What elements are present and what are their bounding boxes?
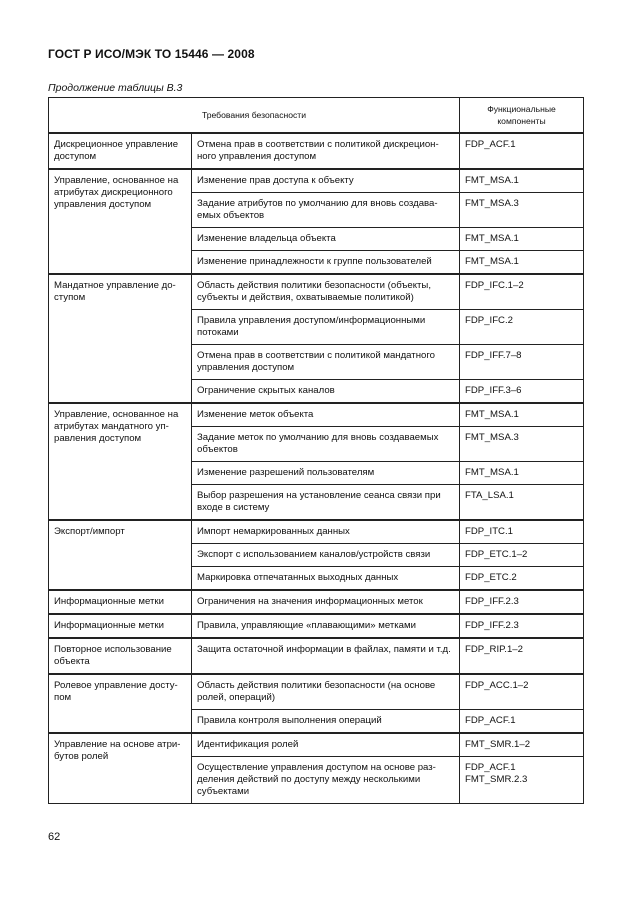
area-cell: Ролевое управление досту-пом [49, 674, 192, 733]
component-cell [460, 757, 584, 804]
page-number: 62 [48, 831, 61, 843]
requirement-cell: Идентификация ролей [192, 733, 460, 757]
component-cell: FMT_MSA.1 [460, 169, 584, 193]
component-cell: FMT_MSA.1 [460, 462, 584, 485]
area-cell: Информационные метки [49, 590, 192, 614]
component-cell: FDP_ACC.1–2 [460, 674, 584, 710]
requirement-cell: Изменение владельца объекта [192, 228, 460, 251]
table-row [49, 133, 584, 169]
header-requirements: Требования безопасности [49, 98, 460, 134]
component-cell: FDP_IFF.7–8 [460, 345, 584, 380]
component-cell: FMT_MSA.1 [460, 251, 584, 275]
requirement-cell: Область действия политики безопасности (на основе ролей, операций) [192, 674, 460, 710]
requirement-cell: Правила контроля выполнения операций [192, 710, 460, 734]
requirement-cell: Импорт немаркированных данных [192, 520, 460, 544]
requirement-cell: Экспорт с использованием каналов/устройств связи [192, 544, 460, 567]
area-cell: Экспорт/импорт [49, 520, 192, 590]
component-cell: FDP_ETC.1–2 [460, 544, 584, 567]
table-row [49, 614, 584, 638]
requirement-cell: Задание меток по умолчанию для вновь создаваемых объектов [192, 427, 460, 462]
area-cell: Повторное использование объекта [49, 638, 192, 674]
component-cell: FMT_MSA.3 [460, 193, 584, 228]
requirement-cell: Осуществление управления доступом на основе раз-деления действий по доступу между несколькими субъектами [192, 757, 460, 804]
component-cell: FMT_SMR.1–2 [460, 733, 584, 757]
requirement-cell: Область действия политики безопасности (объекты, субъекты и действия, охватываемые политикой) [192, 274, 460, 310]
table-row [49, 403, 584, 427]
requirement-cell: Изменение меток объекта [192, 403, 460, 427]
component-cell: FDP_ETC.2 [460, 567, 584, 591]
component-cell: FDP_IFC.2 [460, 310, 584, 345]
area-cell: Мандатное управление до-ступом [49, 274, 192, 403]
component-cell: FDP_IFF.2.3 [460, 590, 584, 614]
component-cell: FDP_IFC.1–2 [460, 274, 584, 310]
requirement-cell: Отмена прав в соответствии с политикой дискрецион-ного управления доступом [192, 133, 460, 169]
component-line: FMT_SMR.2.3 [465, 774, 528, 785]
requirement-cell: Ограничение скрытых каналов [192, 380, 460, 404]
table-row [49, 638, 584, 674]
requirement-cell: Защита остаточной информации в файлах, памяти и т.д. [192, 638, 460, 674]
table-row [49, 733, 584, 757]
table-row [49, 274, 584, 310]
table-row [49, 169, 584, 193]
header-components: Функциональные компоненты [460, 98, 584, 134]
table-header-row [49, 98, 584, 134]
requirement-cell: Выбор разрешения на установление сеанса связи при входе в систему [192, 485, 460, 521]
area-cell: Дискреционное управление доступом [49, 133, 192, 169]
component-cell: FDP_RIP.1–2 [460, 638, 584, 674]
component-cell: FDP_IFF.2.3 [460, 614, 584, 638]
component-cell: FDP_ACF.1 [460, 710, 584, 734]
requirement-cell: Отмена прав в соответствии с политикой мандатного управления доступом [192, 345, 460, 380]
component-cell: FDP_ACF.1 [460, 133, 584, 169]
area-cell: Управление на основе атри-бутов ролей [49, 733, 192, 804]
requirement-cell: Задание атрибутов по умолчанию для вновь создава-емых объектов [192, 193, 460, 228]
requirement-cell: Изменение прав доступа к объекту [192, 169, 460, 193]
document-title: ГОСТ Р ИСО/МЭК ТО 15446 — 2008 [48, 47, 255, 61]
area-cell: Информационные метки [49, 614, 192, 638]
area-cell: Управление, основанное на атрибутах мандатного уп-равления доступом [49, 403, 192, 520]
requirement-cell: Ограничения на значения информационных меток [192, 590, 460, 614]
component-cell: FTA_LSA.1 [460, 485, 584, 521]
requirement-cell: Правила управления доступом/информационными потоками [192, 310, 460, 345]
requirement-cell: Правила, управляющие «плавающими» метками [192, 614, 460, 638]
table-row [49, 520, 584, 544]
component-cell: FDP_ITC.1 [460, 520, 584, 544]
table-row [49, 590, 584, 614]
component-cell: FMT_MSA.1 [460, 403, 584, 427]
area-cell: Управление, основанное на атрибутах дискреционного управления доступом [49, 169, 192, 274]
component-cell: FMT_MSA.3 [460, 427, 584, 462]
table-row [49, 674, 584, 710]
component-cell: FDP_IFF.3–6 [460, 380, 584, 404]
component-cell: FMT_MSA.1 [460, 228, 584, 251]
requirement-cell: Изменение разрешений пользователям [192, 462, 460, 485]
requirements-table [48, 97, 584, 804]
requirement-cell: Маркировка отпечатанных выходных данных [192, 567, 460, 591]
component-line: FDP_ACF.1 [465, 762, 516, 773]
requirement-cell: Изменение принадлежности к группе пользователей [192, 251, 460, 275]
table-caption: Продолжение таблицы В.3 [48, 82, 183, 94]
